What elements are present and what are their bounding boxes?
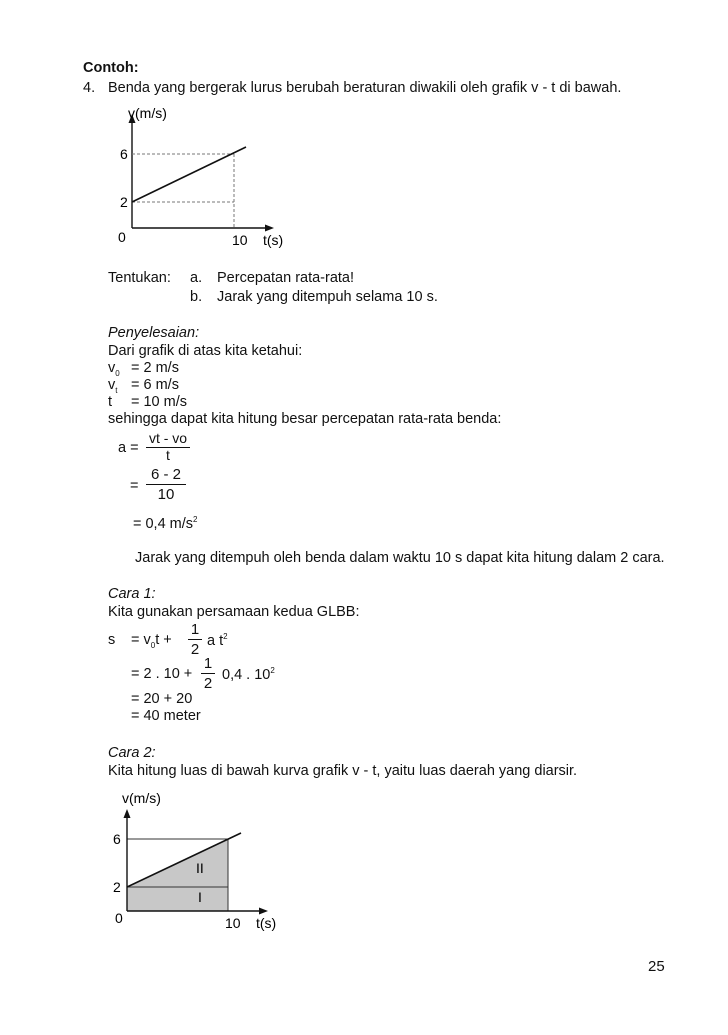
task-b-text: Jarak yang ditempuh selama 10 s. xyxy=(217,289,438,305)
accel-fraction-1-num: vt - vo xyxy=(148,430,188,446)
cara1-half-2-den: 2 xyxy=(203,675,213,692)
velocity-time-graph-2 xyxy=(100,785,320,940)
task-a-text: Percepatan rata-rata! xyxy=(217,270,355,286)
cara1-half-1-num: 1 xyxy=(190,621,200,638)
graph2-ytick-2: 2 xyxy=(113,879,121,895)
cara1-line2-right: 0,4 . $10^2$ xyxy=(222,666,275,683)
graph1-ytick-2: 2 xyxy=(120,194,128,210)
page-number: 25 xyxy=(648,958,665,975)
given-t-value: = 10 m/s xyxy=(131,394,188,410)
cara1-half-1-den: 2 xyxy=(190,641,200,658)
cara2-title: Cara 2: xyxy=(108,745,156,761)
accel-intro: sehingga dapat kita hitung besar percepatan rata-rata benda: xyxy=(108,411,502,427)
problem-number: 4. xyxy=(83,80,96,96)
graph1-ytick-6: 6 xyxy=(120,146,128,162)
graph1-xtick-10: 10 xyxy=(232,232,248,248)
cara1-intro: Kita gunakan persamaan kedua GLBB: xyxy=(108,604,360,620)
solution-intro: Dari grafik di atas kita ketahui: xyxy=(108,343,303,359)
graph2-xtick-10: 10 xyxy=(225,915,241,931)
accel-fraction-2 xyxy=(146,466,186,503)
graph2-region-I xyxy=(127,887,228,911)
cara1-line1-left: = $v_0t$ + xyxy=(131,632,172,650)
given-t: t xyxy=(108,394,113,410)
graph2-xlabel: t(s) xyxy=(256,915,277,931)
task-label: Tentukan: xyxy=(108,270,171,286)
cara1-line4: = 40 meter xyxy=(131,708,201,724)
accel-fraction-1 xyxy=(146,430,190,461)
graph2-y-arrow-icon xyxy=(124,809,131,818)
given-vt: $v_t$ xyxy=(108,377,118,395)
graph2-x-arrow-icon xyxy=(259,908,268,915)
graph1-velocity-line xyxy=(132,147,246,202)
cara1-line3: = 20 + 20 xyxy=(131,691,193,707)
graph1-origin: 0 xyxy=(118,229,126,245)
given-vt-value: = 6 m/s xyxy=(131,377,179,393)
cara2-intro: Kita hitung luas di bawah kurva grafik v - t, yaitu luas daerah yang diarsir. xyxy=(108,763,578,779)
accel-result: = 0,4 $m/s^2$ xyxy=(133,515,198,532)
given-v0-value: = 2 m/s xyxy=(131,360,179,376)
cara1-line2-left: = 2 . 10 + xyxy=(131,666,193,682)
cara1-s-lhs: s xyxy=(108,632,116,648)
graph2-region-lower-label: I xyxy=(198,889,202,905)
graph2-ylabel: v(m/s) xyxy=(122,790,161,806)
accel-lhs: a = xyxy=(118,440,139,456)
cara1-half-2 xyxy=(201,655,215,692)
graph1-x-arrow-icon xyxy=(265,225,274,232)
heading: Contoh: xyxy=(83,60,139,76)
task-b-marker: b. xyxy=(190,289,203,305)
velocity-time-graph-1 xyxy=(100,100,320,250)
accel-fraction-2-den: 10 xyxy=(157,486,175,503)
cara1-half-2-num: 1 xyxy=(203,655,213,672)
distance-intro: Jarak yang ditempuh oleh benda dalam waktu 10 s dapat kita hitung dalam 2 cara. xyxy=(135,550,665,566)
cara1-title: Cara 1: xyxy=(108,586,156,602)
problem-text: Benda yang bergerak lurus berubah beraturan diwakili oleh grafik v - t di bawah. xyxy=(108,80,622,96)
accel-fraction-2-num: 6 - 2 xyxy=(150,466,181,483)
accel-fraction-1-den: t xyxy=(166,447,170,463)
task-a-marker: a. xyxy=(190,270,203,286)
solution-title: Penyelesaian: xyxy=(108,325,200,341)
graph1-xlabel: t(s) xyxy=(263,232,284,248)
graph2-ytick-6: 6 xyxy=(113,831,121,847)
given-v0: $v_0$ xyxy=(108,360,120,378)
graph1-ylabel: v(m/s) xyxy=(128,105,167,121)
cara1-half-1 xyxy=(188,621,202,658)
graph2-region-upper-label: II xyxy=(196,860,204,876)
cara1-line1-right: a $t^2$ xyxy=(207,632,228,649)
accel-eq2: = xyxy=(130,478,139,494)
graph2-origin: 0 xyxy=(115,910,123,926)
